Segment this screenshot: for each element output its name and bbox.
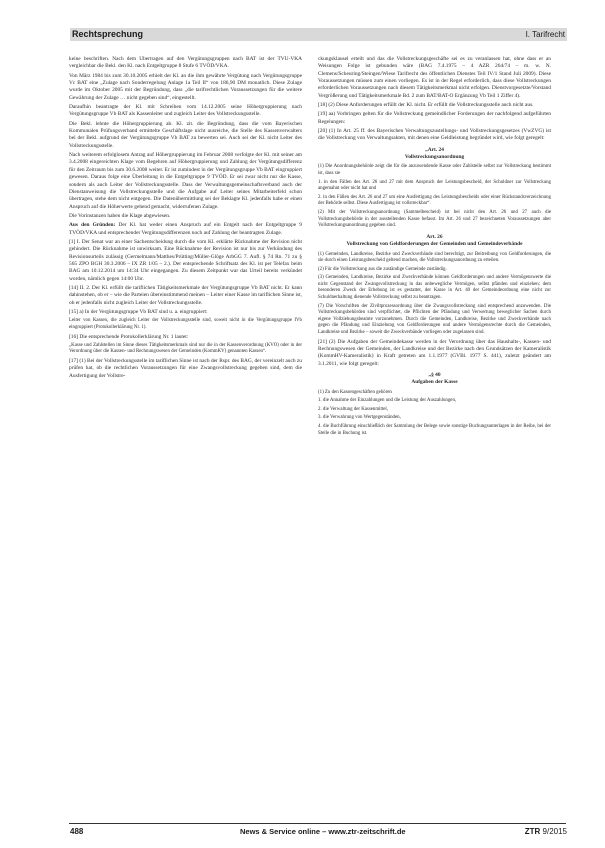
paragraph: Daraufhin beantragte der Kl. mit Schreiben vom 14.12.2005 seine Höhergruppierung nach Vergütungsgruppe Vb BAT als Kassenleiter und zugleich Leiter des Vollstreckungsstelle. — [69, 104, 302, 118]
paragraph: [21] (2) Die Aufgaben der Gemeindekasse werden in der Verordnung über das Haushalts-, Kassen- und Rechnungswesen der Gemeinden, der Landkreise und der Bezirke nach den Grundsätzen der Kameralistik (KommHV-Kameralistik) in Kraft getreten am 1.1.1977 (GVBl. 1977 S. 441), zuletzt geändert am 3.1.2011, wie folgt geregelt: — [318, 338, 551, 367]
article-subtitle: Vollstreckung von Geldforderungen der Gemeinden und Gemeindeverbände — [346, 241, 523, 248]
left-column — [69, 56, 302, 814]
article-item: 4. die Buchführung einschließlich der Sammlung der Belege sowie sonstige Buchungsunterlagen in der Reihe, bei der Stelle die in Buchung ist. — [318, 424, 551, 436]
issue-number: 9/2015 — [542, 827, 567, 836]
article-item: (2) Für die Vollstreckung aus die zuständige Gemeinde zuständig. — [318, 266, 447, 272]
paragraph: [16] Die entsprechende Protokollerklärung Nr. 1 lautet: — [69, 333, 189, 340]
paragraph: ckungsklausel erteilt und das die Vollstreckungsgeschäfte sei es zu veranlassen hat, ohne dass er an Weisungen Folge ist gebunden wäre (BAG 7.4.1975 – 4 AZR 264/74 – m. w. N. Clemens/Scheuring/Steingen/Wiese Tarifrecht des öffentlichen Dienstes Teil IV/1 Stand Juli 2009). Diese Voraussetzungen müssen zum einen vorliegen. Es ist in der Regel erforderlich, dass diese Vollstreckungen erforderlichen Voraussetzungen nach diesem Tätigkeitsmerkmal nicht erfolgen. Dienstvorgesetzte/Vorstand Vergrößerung und Tätigkeitsmerkmale Bd. 2 zum BAT/BAT-O Ergänzung Vb Teil 1 Ziffer 4). — [318, 56, 551, 99]
paragraph: keine beschriften. Nach dem Übertragen auf den Vergütungsgruppen nach BAT ist der TVÜ-VKA vergleichbar die Bekl. den Kl. nach Entgeltgruppe 8 Stufe 6 TVÖD/VKA. — [69, 56, 302, 70]
article-item: 2. in den Fällen des Art. 26 und 27 um eine Ausfertigung des Leistungsbescheids oder einer Rückstandsverzeichnung der Behörde selbst. Diese Ausfertigung ist vollstreckbar“. — [318, 194, 551, 207]
article-subtitle: Aufgaben der Kasse — [411, 379, 458, 386]
article-body — [318, 390, 551, 438]
header-bar — [70, 28, 567, 41]
article-item: (2) Mit der Vollstreckungsanordnung (Sammelbescheid) ist bei nicht den Art. 26 und 27 auch die Vollstreckungsbehörde in der ausstellenden Kasse befasst. Im Art. 26 und 27 bezeichneten Voraussetzungen aber Vollstreckungsanordnung gegeben sind. — [318, 210, 551, 229]
footer-rule — [69, 823, 566, 824]
section-title: Rechtsprechung — [72, 29, 144, 39]
footer-issue — [525, 827, 567, 836]
footer-website: News & Service online – www.ztr-zeitschrift.de — [240, 827, 406, 836]
paragraph: Die Bekl. lehnte die Höhergruppierung ab. Kl. zit. die Begründung, dass die vom Bayerischen Kommunalen Prüfungsverband ermittelte Geschäftslage nicht ausreiche, die Stelle des Kassenverwalters bei der Bekl. aufgrund der Vergütungsgruppe Vb BAT zu bewerten sei. Auch sei der Kl. nicht Leiter des Vollstreckungsstelle. — [69, 120, 302, 149]
article-item: 2. die Verwaltung der Kassenmittel, — [318, 406, 388, 412]
paragraph: [14] II. 2. Der Kl. erfüllt die tariflichen Tätigkeitsmerkmale der Vergütungsgruppe Vb BAT nicht. Er kann dahinstehen, ob er – wie die Parteien übereinstimmend meinen – Leiter einer Kasse im tariflichen Sinne ist, ob er jedenfalls nicht zugleich Leiter der Vollstreckungsstelle. — [69, 284, 302, 306]
article-heading — [318, 372, 551, 387]
page-number: 488 — [70, 827, 84, 836]
article-item: (7) Die Vorschriften der Ziviltprozessordnung über die Zwangsvollstreckung sind entsprechend anzuwenden. Die Vollstreckungsbehörden sind verpflichtet, die Pflichten der Pfändung und Verwertung beweglicher Sachen durch eigene Vollziehungsbeamte vorzunehmen. Durch die Gemeinden, Landkreise, Bezirke und Zweckverbände nach gegen die Pfändung und Einziehung von Geldforderungen und andere Vermögensrechte durch die Gemeinden, Landkreise und Bezirke – soweit die Zweckverbände vorliegen oder zugelassen sind. — [318, 303, 551, 336]
paragraph: [20] (1) In Art. 25 ff. des Bayerischen Verwaltungszustellungs- und Vollstreckungsgesetzes (VwZVG) ist die Vollstreckung von Verwaltungsakten, mit denen eine Geldleistung begründet wird, wie folgt geregelt: — [318, 128, 551, 142]
article-body — [318, 164, 551, 229]
article-item: (1) Zu den Kassengeschäften gehören — [318, 389, 392, 395]
section-subtitle: I. Tarifrecht — [525, 30, 565, 39]
grounds-paragraph — [69, 222, 302, 237]
paragraph: Nach weiterem erfolglosem Antrag auf Höhergruppierung im Februar 2008 verfolgte der Kl. mit seiner am 3.4.2008 eingereichten Klage vom Begehren auf Höhergruppierung und Zahlung der Vergütungsdifferenz für den Zeitraum bis zum 30.6.2008 weiter. Er ist zumindest in der Vergütungsgruppe Vb BAT eingruppiert gewesen. Daraus folge eine Überleitung in die Entgeltgruppe 9 TVÖD. Er sei zwar nicht nur die Kasse, sondern als auch Leiter der Vollstreckungsstelle. Dass der Verwaltungsgemeinschaftsverband auch der Dienstanweisung die Vollstreckungsstelle und die Aufgabe auf Leiter seines Mitarbeiterfeld schon übertragen, stehe dem nicht entgegen. Die Datenübermittlung sei der Beklagte Kl. jedenfalls habe er einen Anspruch auf die Höherwerte gehend gemacht, widerrufenen Zulage. — [69, 152, 302, 210]
paragraph: [15] a) In der Vergütungsgruppe Vb BAT sind u. a. eingruppiert: — [69, 309, 208, 315]
paragraph: [17] (1) Bei der Vollstreckungsstelle im tariflichen Sinne ist nach der Rspr. des BAG, der vereinzelt auch zu prüfen hat, ob die rechtlichen Voraussetzungen für eine Zwangsvollstreckung gegeben sind, dem die Ausfertigung der Vollstre- — [69, 358, 302, 379]
article-item: 1. die Annahme der Einzahlungen und die Leistung der Auszahlungen, — [318, 398, 457, 404]
article-subtitle: Vollstreckungsanordnung — [404, 154, 465, 161]
article-title: „§ 40 — [428, 372, 441, 378]
article-title: Art. 26 — [426, 233, 443, 240]
grounds-lead: Aus den Gründen: — [69, 222, 116, 229]
article-item: 3. die Verwahrung von Wertgegenständen, — [318, 415, 401, 421]
grounds-text: Der Kl. hat weder einen Anspruch auf ein Entgelt nach der Entgeltgruppe 9 TVÖD/VKA und entsprechender Vergütungsdifferenzen noch auf Zahlung der beantragten Zulage. — [69, 222, 302, 236]
quoted-rule: „Kasse und Zahlstellen im Sinne dieses Tätigkeitsmerkmals sind nur die in der Kassenverordnung (KVO) oder in der Verordnung über die Kassen- und Rechnungswesen der Gemeinden (KommKV) genannten Kassen“. — [69, 342, 302, 355]
article-heading — [318, 234, 551, 249]
paragraph: [18] (2) Diese Anforderungen erfüllt der Kl. nicht. Er erfüllt die Vollstreckungsstelle auch nicht aus. — [318, 102, 534, 109]
right-column — [318, 56, 551, 814]
paragraph: [1] I. Der Senat war an einer Sachentscheidung durch die vom Kl. erklärte Rücknahme der Revision nicht gehindert. Die Rücknahme ist unwirksam. Eine Rücknahme der Revision ist nur bis zur Verkündung des Revisionsurteils zulässig (Germelmann/Matthes/Prütting/Müller-Glöge ArbGG 7. Aufl. § 74 Rn. 71 zu § 565 ZPO BGH 30.3.2006 – IX ZR 1/05 – 2.). Der entsprechende Schriftsatz des Kl. ist per Telefax beim BAG am 10.12.2014 um 14:34 Uhr eingegangen. Zu diesem Zeitpunkt war das Urteil bereits verkündet worden, nämlich gegen 14:00 Uhr. — [69, 238, 302, 282]
quoted-rule: Leiter von Kassen, die zugleich Leiter der Vollstreckungsstelle sind, soweit nicht in die Vergütungsgruppe IVb eingruppiert (Protokollerklärung Nr. 1). — [69, 318, 302, 330]
article-item: (1) Gemeinden, Landkreise, Bezirke und Zweckverbände sind berechtigt, zur Beitreibung von Geldforderungen, die sie durch einen Leistungsbescheid geltend machen, die Vollstreckungsanordnung zu erteilen. — [318, 251, 551, 264]
article-item: (1) Die Anordnungsbehörde zeigt die für die anzuwendende Kasse oder Zahlstelle selbst zur Vollstreckung bestimmt ist, dass sie — [318, 164, 551, 177]
journal-name: ZTR — [524, 827, 541, 836]
article-item: (3) Gemeinden, Landkreise, Bezirke und Zweckverbände können Geldforderungen und andere Vermögenswerte die nicht Gegenstand der Zwangsvollstreckung in das unbewegliche Vermögen, selbst pfänden und einziehen; dem besonderen Zweck der Erhebung ist es gestattet, der Kasse in Art. 40 der Gemeindeordnung eine nicht zur Schuldnerhaltung dienende Vollstreckung selbst zu beantragen. — [318, 275, 551, 301]
article-title: „Art. 24 — [425, 146, 444, 153]
paragraph: [19] aa) Vorbringen gelten für die Vollstreckung gemeindlicher Forderungen der nachfolgend aufgeführten Regelungen: — [318, 111, 551, 125]
paragraph: Die Vorinstanzen haben die Klage abgewiesen. — [69, 212, 171, 219]
paragraph: Von März 1984 bis zum 30.10.2005 erhielt der Kl. an die ihm gewährte Vergütung nach Vergütungsgruppe Vc BAT eine „Zulage nach Sonderregelung Anlage 1a Teil II“ von 186,90 DM monatlich. Diese Zulage wurde im Oktober 2005 mit der Begründung, dass „die tarifrechtlichen Voraussetzungen für die weitere Gewährung der Zulage … nicht gegeben sind“, eingestellt. — [69, 72, 302, 101]
article-heading — [318, 147, 551, 162]
article-item: 1. in den Fällen des Art. 26 und 27 mit dem Anspruch der Leistungsbescheid, der Schuldner zur Vollstreckung angemahnt oder nicht hat und — [318, 179, 551, 192]
article-body — [318, 252, 551, 337]
